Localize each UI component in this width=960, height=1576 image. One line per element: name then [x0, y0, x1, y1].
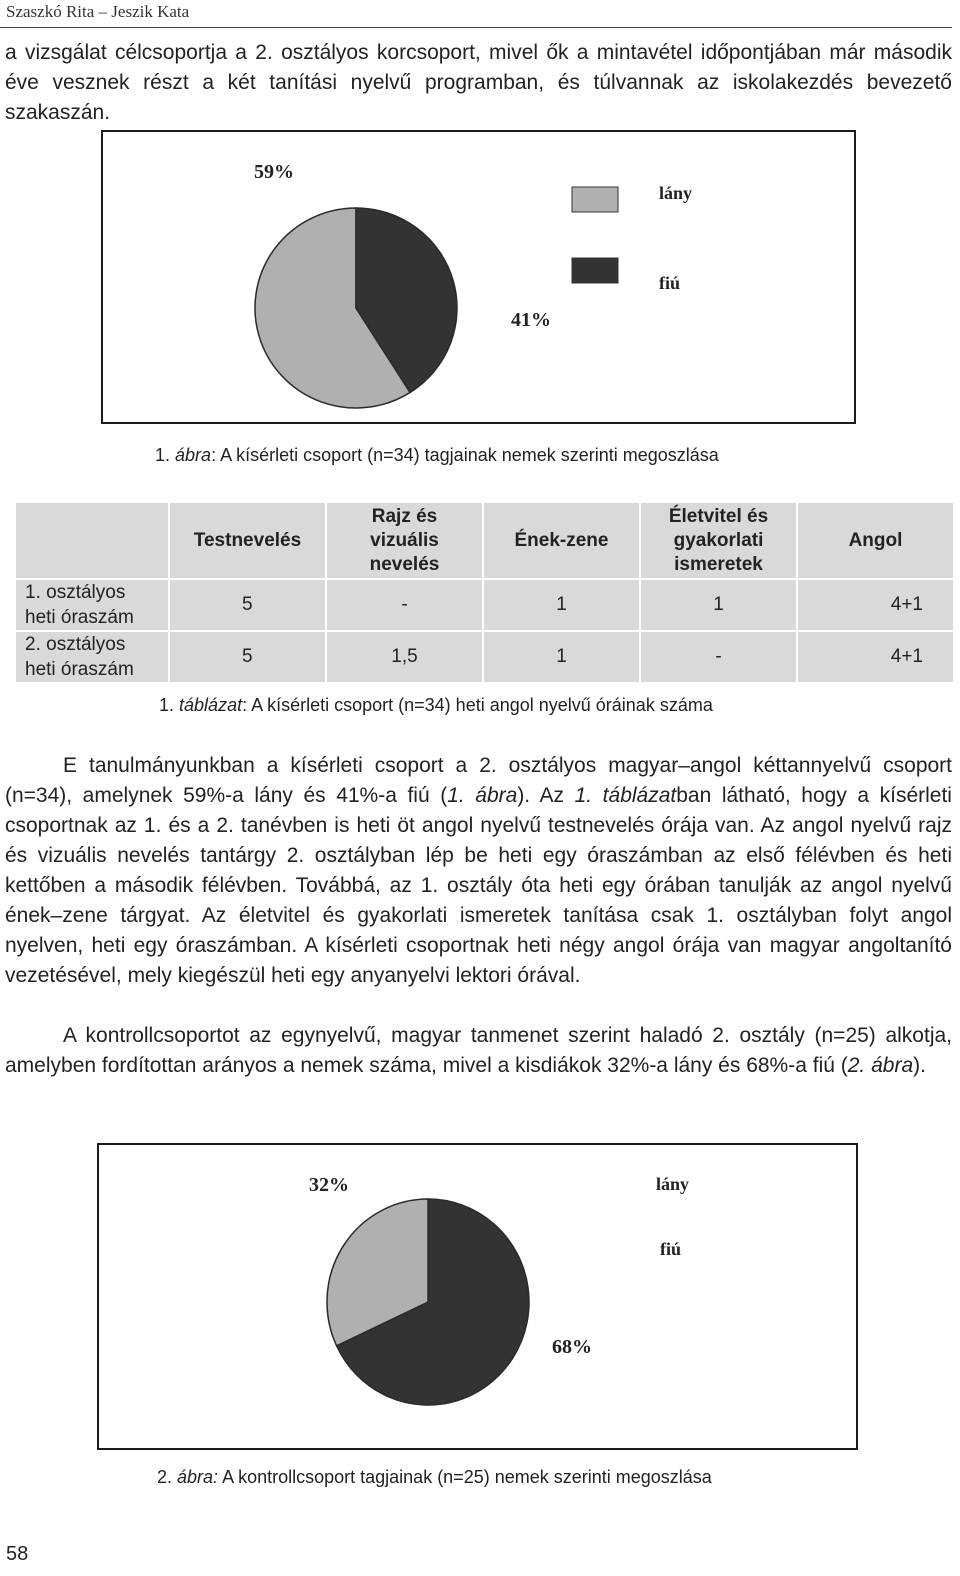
table-1-caption-label: táblázat [179, 695, 243, 715]
table-1-caption-text: : A kísérleti csoport (n=34) heti angol nyelvű óráinak száma [242, 695, 713, 715]
table-cell: - [640, 631, 797, 683]
legend2-label-fiu: fiú [660, 1239, 682, 1259]
figure-2-caption-label: ábra: [177, 1467, 219, 1487]
running-head: Szaszkó Rita – Jeszik Kata [6, 2, 190, 21]
table-cell: 1 [483, 631, 640, 683]
figure-2-caption-text: A kontrollcsoport tagjainak (n=25) nemek szerinti megoszlása [218, 1467, 712, 1487]
pie2-label-fiu: 68% [552, 1336, 592, 1358]
table-header-cell: Ének-zene [483, 502, 640, 579]
figure-1-caption-num: 1. [155, 445, 171, 465]
header-rule [0, 27, 952, 28]
pie2-label-lany: 32% [309, 1174, 349, 1196]
table-cell: 4+1 [797, 579, 954, 631]
table-header-cell: Testnevelés [169, 502, 326, 579]
table-header-cell: Angol [797, 502, 954, 579]
figure-1-chart [101, 130, 856, 424]
table-1-caption-num: 1. [159, 695, 175, 715]
table-corner-cell [15, 502, 169, 579]
body-paragraph-2: A kontrollcsoportot az egynyelvű, magyar tanmenet szerint haladó 2. osztály (n=25) alkotja, amelyben fordítottan arányos a nemek száma, mivel a kisdiákok 32%-a lány és 68%-a fiú (2. ábra). [5, 1024, 952, 1077]
figure-2-caption [157, 1467, 712, 1488]
table-weekly-hours [14, 501, 955, 684]
figure-1-caption [155, 445, 719, 466]
intro-paragraph: a vizsgálat célcsoportja a 2. osztályos korcsoport, mivel ők a mintavétel időpontjában már második éve vesznek részt a két tanítási nyelvű programban, és túlvannak az iskolakezdés bevezető szakaszán. [5, 41, 952, 124]
table-cell: 5 [169, 631, 326, 683]
table-1-caption [159, 695, 713, 716]
table-cell: 1 [640, 579, 797, 631]
table-header-row [15, 502, 954, 579]
legend1-swatch-fiu [572, 258, 618, 283]
figure-1-svg [103, 132, 854, 422]
table-row-label: 2. osztályos heti óraszám [15, 631, 169, 683]
figure-2-svg [99, 1145, 856, 1448]
figure-1-caption-text: : A kísérleti csoport (n=34) tagjainak nemek szerinti megoszlása [211, 445, 719, 465]
table-cell: 5 [169, 579, 326, 631]
table-row-label: 1. osztályos heti óraszám [15, 579, 169, 631]
figure-1-caption-label: ábra [175, 445, 212, 465]
table-row [15, 631, 954, 683]
table-header-cell: Rajz és vizuális nevelés [326, 502, 483, 579]
figure-2-chart [97, 1143, 858, 1450]
table-cell: 1,5 [326, 631, 483, 683]
table-cell: - [326, 579, 483, 631]
body-paragraph-1: E tanulmányunkban a kísérleti csoport a 2. osztályos magyar–angol kéttannyelvű csoport (n=34), amelynek 59%-a lány és 41%-a fiú (1. ábra). Az 1. táblázatban látható, hogy a kísérleti csoportnak az 1. és a 2. tanévben is heti öt angol nyelvű testnevelés órája van. Az angol nyelvű rajz és vizuális nevelés tantárgy 2. osztályban lép be heti egy óraszámban az első félévben és heti kettőben a második félévben. Továbbá, az 1. osztály óta heti egy órában tanulják az angol nyelvű ének–zene tárgyat. Az életvitel és gyakorlati ismeretek tanítása csak 1. osztályban folyt angol nyelven, heti egy óraszámban. A kísérleti csoportnak heti négy angol órája van magyar angoltanító vezetésével, mely kiegészül heti egy anyanyelvi lektori órával. [5, 754, 952, 987]
table-row [15, 579, 954, 631]
table-header-cell: Életvitel és gyakorlati ismeretek [640, 502, 797, 579]
legend1-label-lany: lány [659, 183, 693, 203]
legend1-label-fiu: fiú [659, 273, 681, 293]
pie1-label-lany: 59% [254, 161, 294, 183]
figure-2-caption-num: 2. [157, 1467, 173, 1487]
legend2-label-lany: lány [656, 1174, 690, 1194]
pie1-label-fiu: 41% [511, 309, 551, 331]
page-number: 58 [6, 1543, 29, 1565]
legend1-swatch-lany [572, 187, 618, 212]
table-cell: 1 [483, 579, 640, 631]
table-cell: 4+1 [797, 631, 954, 683]
